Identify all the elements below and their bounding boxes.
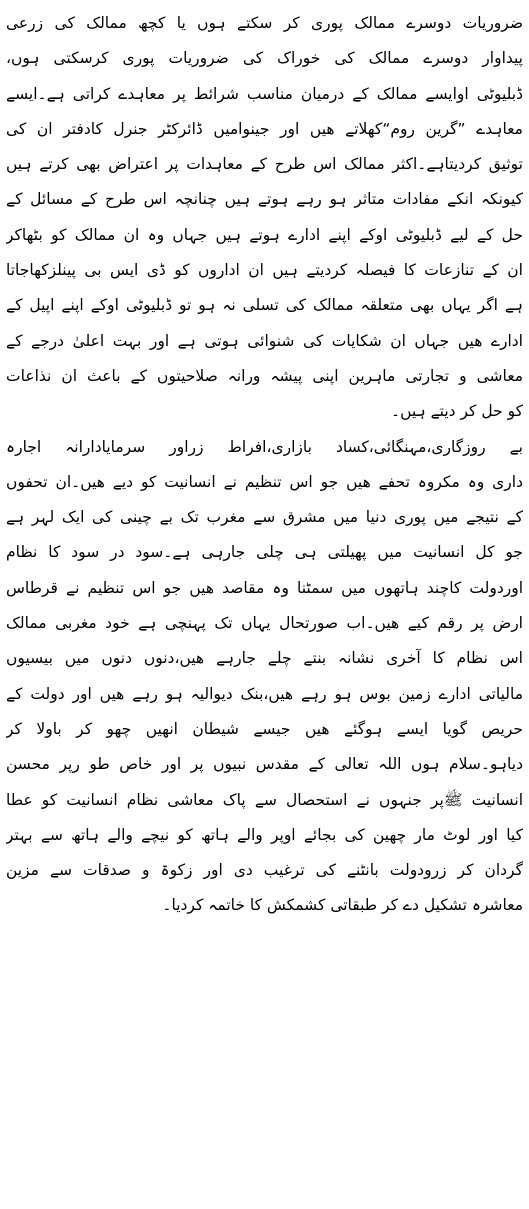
text-line: معاہدے ”گرین روم“کھلاتے ھیں اور جینوامیں ڈائرکٹر جنرل کادفتر ان کی [6,119,523,138]
text-line: ڈبلیوٹی اوایسے ممالک کے درمیان مناسب شرائط پر معاہدے کراتی ہے۔ایسے [6,84,523,103]
text-line: ارض پر رقم کیے ھیں۔اب صورتحال یہاں تک پہنچی ہے خود مغربی ممالک [6,614,523,633]
text-line: ہے اگر یہاں بھی متعلقہ ممالک کی تسلی نہ ہو تو ڈبلیوٹی اوکے اپنے اپیل کے [6,296,523,315]
text-line: ان کے تنازعات کا فیصلہ کردیتے ہیں ان اداروں کو ڈی ایس بی پینلزکھاجاتا [6,261,523,280]
text-line: مالیاتی ادارے زمین بوس ہو رہے ھیں،بنک دیوالیہ ہو رہے ھیں اور دولت کے [6,684,523,703]
paragraph-2 [6,430,523,924]
text-line: کیا اور لوٹ مار چھین کی بجائے اوپر والے ہاتھ کو نیچے والے ہاتھ سے بہتر [6,825,523,844]
text-line: ادارے ھیں جہاں ان شکایات کی شنوائی ہوتی ہے اور بہت اعلیٰ درجے کے [6,331,523,350]
text-line: جو کل انسانیت میں پھیلتی ہی چلی جارہی ہے۔سود در سود کا نظام [6,543,523,562]
text-line: انسانیت ﷺپر جنہوں نے استحصال سے پاک معاشی نظام انسانیت کو عطا [6,790,523,809]
text-line: کیونکہ انکے مفادات متاثر ہو رہے ہوتے ہیں چنانچہ اس طرح کے مسائل کے [6,190,523,209]
text-line: حل کے لیے ڈبلیوٹی اوکے اپنے ادارے ہوتے ہیں جہاں وہ ان ممالک کو بٹھاکر [6,225,523,244]
text-line: کو حل کر دیتے ہیں۔ [391,402,523,421]
text-line: پیداوار دوسرے ممالک کی خوراک کی ضروریات پوری کرسکتی ہوں، [6,49,523,68]
paragraph-1 [6,6,523,430]
text-line: گردان کر زرودولت بانٹنے کی ترغیب دی اور زکوۃ و صدقات سے مزین [6,861,523,880]
text-line: اس نظام کا آخری نشانہ بنتے چلے جارہے ھیں،دنوں دنوں میں بیسیوں [6,649,523,668]
text-line: داری وہ مکروہ تحفے ھیں جو اس تنظیم نے انسانیت کو دیے ھیں۔ان تحفوں [6,472,523,491]
text-line: دیاہو۔سلام ہوں اللہ تعالی کے مقدس نبیوں پر اور خاص طو رپر محسن [6,755,523,774]
text-line: معاشرہ تشکیل دے کر طبقاتی کشمکش کا خاتمہ کردیا۔ [162,896,523,915]
text-line: معاشی و تجارتی ماہرین اپنی پیشہ ورانہ صلاحیتوں کے باعث ان نذاعات [6,366,523,385]
text-line: بے روزگاری،مہنگائی،کساد بازاری،افراط زراور سرمایادارانہ اجارہ [6,437,523,456]
text-line: حریص گویا ایسے ہوگئے ھیں جیسے شیطان انھیں چھو کر باولا کر [6,719,523,738]
urdu-text-body [6,6,523,924]
text-line: کے نتیجے میں پوری دنیا میں مشرق سے مغرب تک بے چینی کی ایک لہر ہے [6,508,523,527]
text-line: ضروریات دوسرے ممالک پوری کر سکتے ہوں یا کچھ ممالک کی زرعی [6,14,523,32]
text-line: توثیق کردیتاہے۔اکثر ممالک اس طرح کے معاہدات پر اعتراض بھی کرتے ہیں [6,155,523,174]
text-line: اوردولت کاچند ہاتھوں میں سمٹنا وہ مقاصد ھیں جو اس تنظیم نے قرطاس [6,578,523,597]
